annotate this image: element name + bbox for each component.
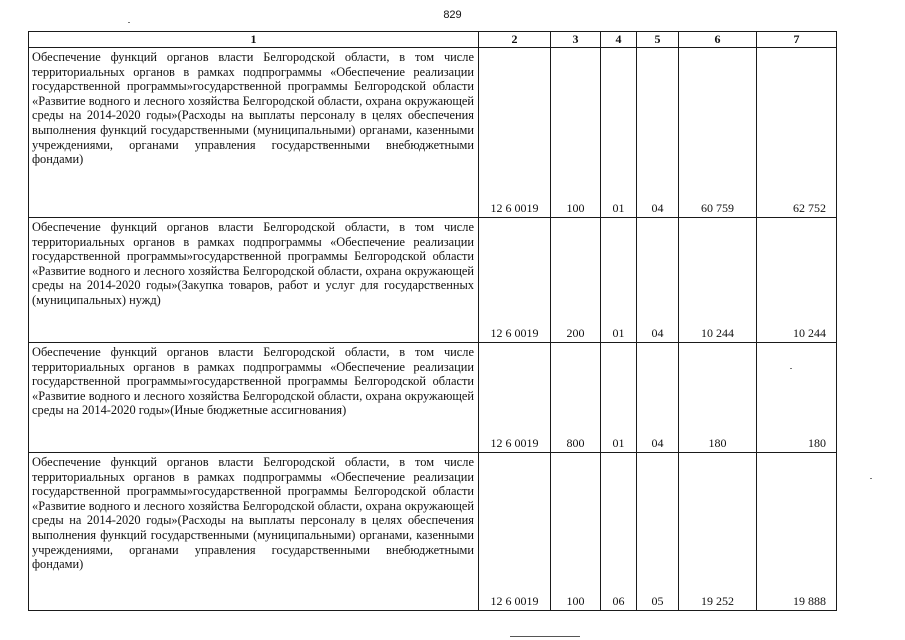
col-header-1: 1 bbox=[29, 32, 479, 48]
row-description: Обеспечение функций органов власти Белгородской области, в том числе территориальных органов в рамках подпрограммы «Обеспечение реализации государственной программы»государственной программы Белгородской области «Развитие водного и лесного хозяйства Белгородской области, охрана окружающей среды на 2014-2020 годы»(Закупка товаров, работ и услуг для государственных (муниципальных) нужд) bbox=[29, 218, 479, 343]
section-cell: 06 bbox=[601, 453, 637, 611]
target-article-cell: 12 6 0019 bbox=[479, 48, 551, 218]
col-header-6: 6 bbox=[679, 32, 757, 48]
sum-2-cell: 10 244 bbox=[757, 218, 837, 343]
col-header-7: 7 bbox=[757, 32, 837, 48]
col-header-2: 2 bbox=[479, 32, 551, 48]
table-row bbox=[29, 343, 837, 453]
subsection-cell: 04 bbox=[637, 218, 679, 343]
col-header-5: 5 bbox=[637, 32, 679, 48]
target-article-cell: 12 6 0019 bbox=[479, 453, 551, 611]
row-description: Обеспечение функций органов власти Белгородской области, в том числе территориальных органов в рамках подпрограммы «Обеспечение реализации государственной программы»государственной программы Белгородской области «Развитие водного и лесного хозяйства Белгородской области, охрана окружающей среды на 2014-2020 годы»(Расходы на выплаты персоналу в целях обеспечения выполнения функций государственными (муниципальными) органами, казенными учреждениями, органами управления государственными внебюджетными фондами) bbox=[29, 48, 479, 218]
scan-speck bbox=[870, 478, 872, 479]
row-description: Обеспечение функций органов власти Белгородской области, в том числе территориальных органов в рамках подпрограммы «Обеспечение реализации государственной программы»государственной программы Белгородской области «Развитие водного и лесного хозяйства Белгородской области, охрана окружающей среды на 2014-2020 годы»(Расходы на выплаты персоналу в целях обеспечения выполнения функций государственными (муниципальными) органами, казенными учреждениями, органами управления государственными внебюджетными фондами) bbox=[29, 453, 479, 611]
scan-rule bbox=[510, 636, 580, 637]
subsection-cell: 05 bbox=[637, 453, 679, 611]
subsection-cell: 04 bbox=[637, 48, 679, 218]
expense-type-cell: 100 bbox=[551, 48, 601, 218]
expense-type-cell: 800 bbox=[551, 343, 601, 453]
col-header-4: 4 bbox=[601, 32, 637, 48]
sum-1-cell: 10 244 bbox=[679, 218, 757, 343]
expense-type-cell: 200 bbox=[551, 218, 601, 343]
page-number: 829 bbox=[443, 9, 462, 21]
table-row bbox=[29, 453, 837, 611]
sum-1-cell: 19 252 bbox=[679, 453, 757, 611]
target-article-cell: 12 6 0019 bbox=[479, 218, 551, 343]
sum-2-cell: 180 bbox=[757, 343, 837, 453]
sum-2-cell: 19 888 bbox=[757, 453, 837, 611]
scan-speck bbox=[790, 368, 792, 369]
sum-2-cell: 62 752 bbox=[757, 48, 837, 218]
table-row bbox=[29, 218, 837, 343]
subsection-cell: 04 bbox=[637, 343, 679, 453]
target-article-cell: 12 6 0019 bbox=[479, 343, 551, 453]
section-cell: 01 bbox=[601, 218, 637, 343]
budget-table bbox=[28, 31, 837, 611]
section-cell: 01 bbox=[601, 48, 637, 218]
sum-1-cell: 180 bbox=[679, 343, 757, 453]
header-row bbox=[29, 32, 837, 48]
scan-speck bbox=[128, 22, 130, 23]
expense-type-cell: 100 bbox=[551, 453, 601, 611]
row-description: Обеспечение функций органов власти Белгородской области, в том числе территориальных органов в рамках подпрограммы «Обеспечение реализации государственной программы»государственной программы Белгородской области «Развитие водного и лесного хозяйства Белгородской области, охрана окружающей среды на 2014-2020 годы»(Иные бюджетные ассигнования) bbox=[29, 343, 479, 453]
table-row bbox=[29, 48, 837, 218]
sum-1-cell: 60 759 bbox=[679, 48, 757, 218]
section-cell: 01 bbox=[601, 343, 637, 453]
col-header-3: 3 bbox=[551, 32, 601, 48]
